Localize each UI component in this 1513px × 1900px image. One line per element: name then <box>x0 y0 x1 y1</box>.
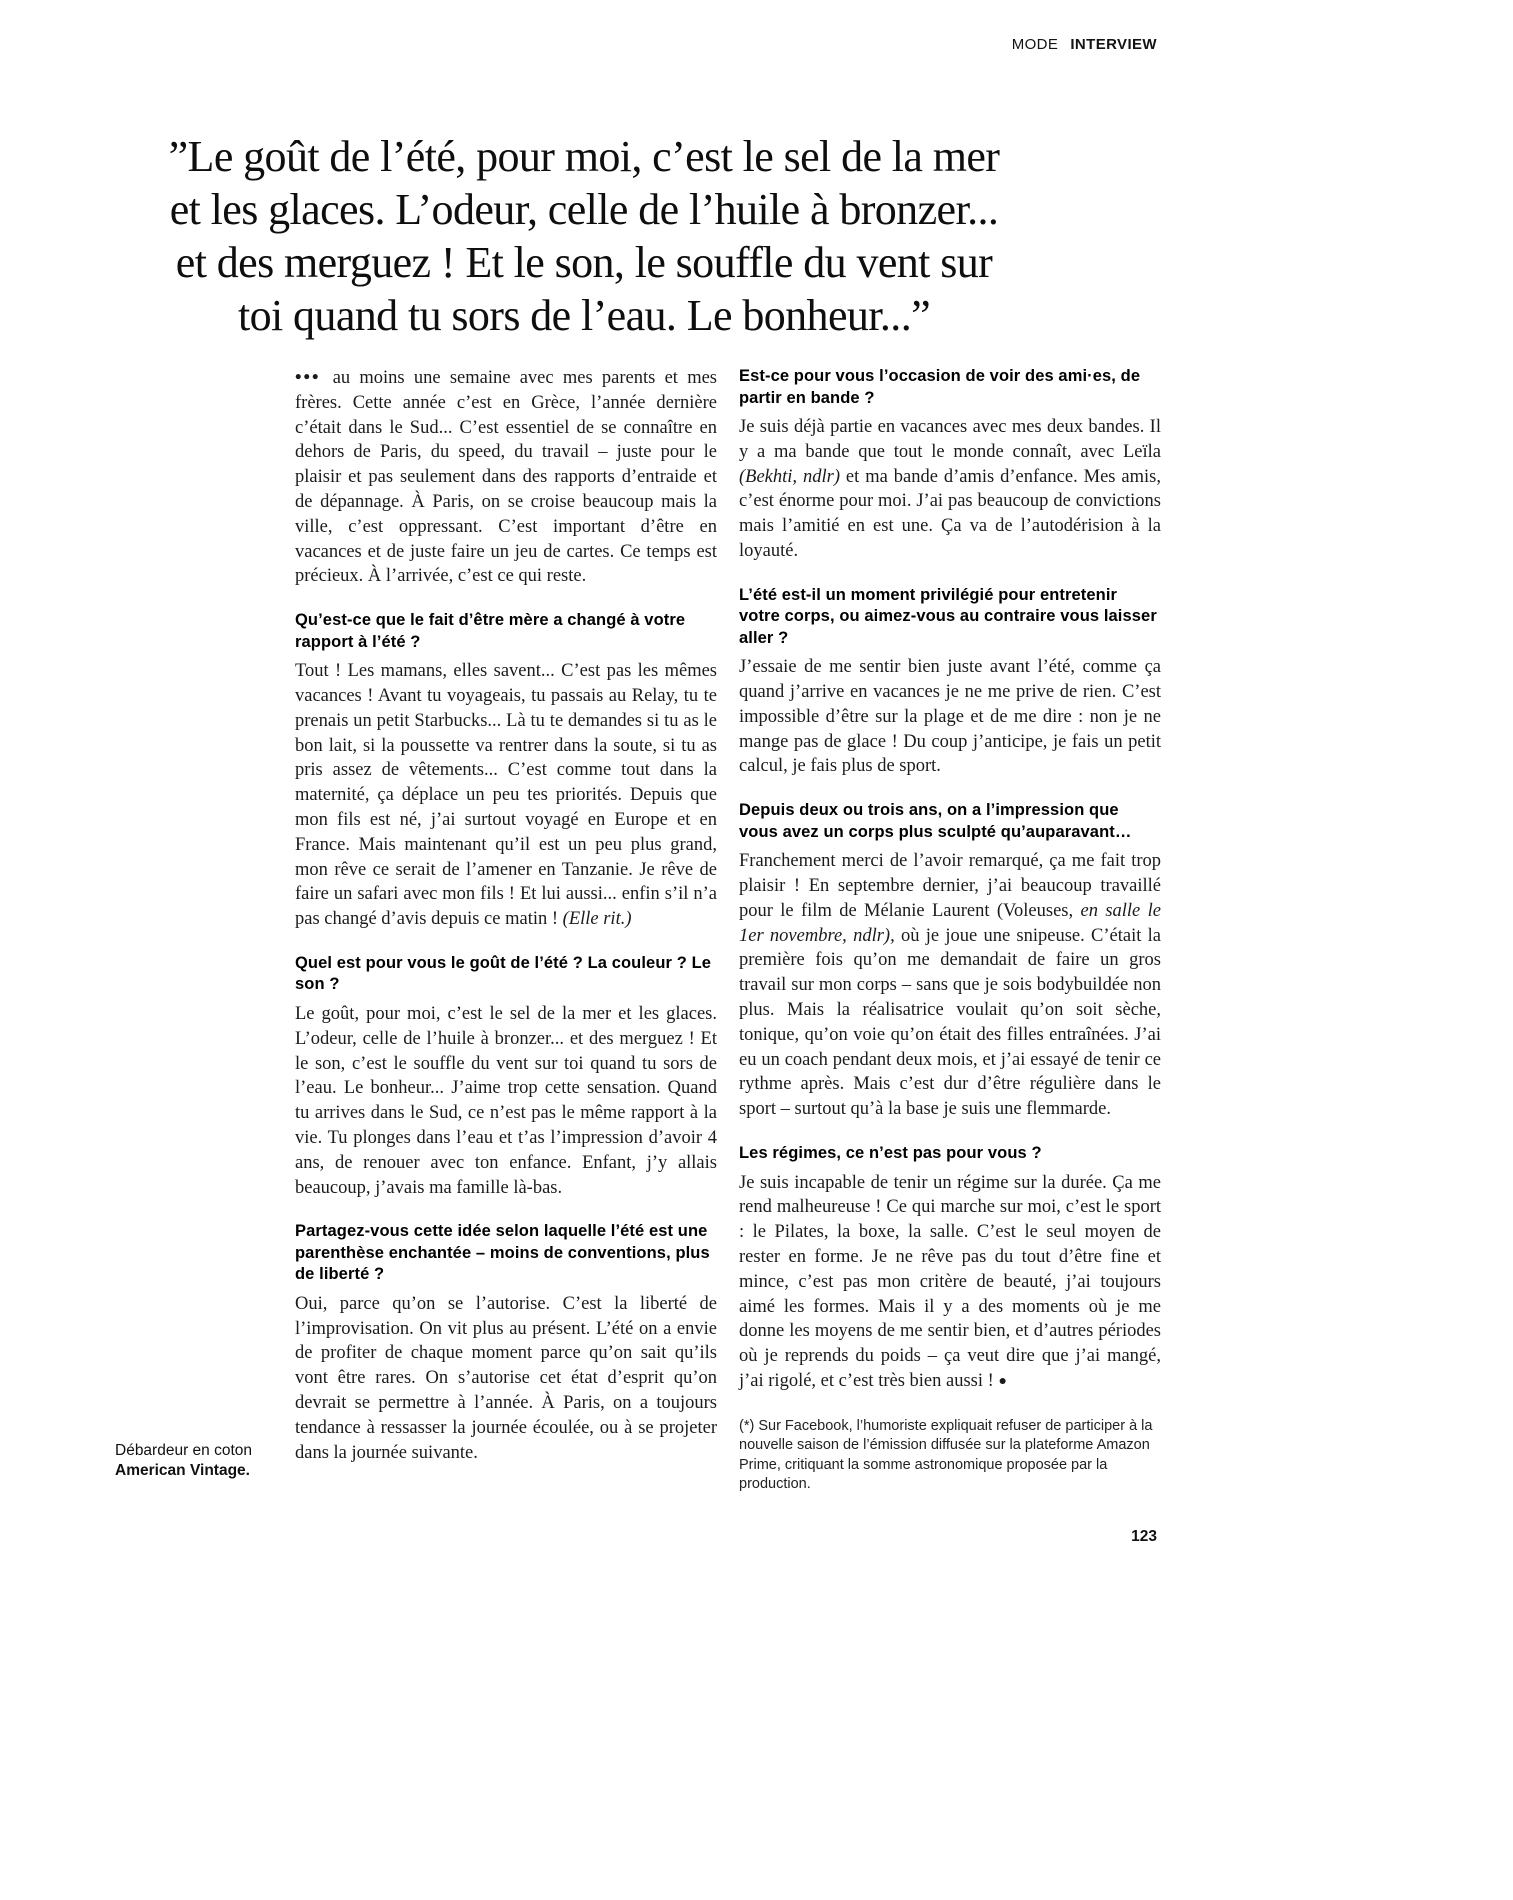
answer-text: Tout ! Les mamans, elles savent... C’est pas les mêmes vacances ! Avant tu voyageais, tu passais au Relay, tu te prenais un petit Starbucks... Là tu te demandes si tu as le bon lait, si la poussette va rentrer dans la soute, si tu as pris assez de vêtements... C’est comme tout dans la maternité, ça déplace un peu tes priorités. Depuis que mon fils est né, j’ai surtout voyagé en Europe et en France. Mais maintenant qu’il est un peu plus grand, mon rêve ce serait de l’amener en Tanzanie. Je rêve de faire un safari avec mon fils ! Et lui aussi... enfin s’il n’a pas changé d’avis depuis ce matin ! <box>295 661 717 930</box>
inline-aside: en salle le 1er novembre, ndlr), <box>739 900 1161 946</box>
answer-text: Je suis incapable de tenir un régime sur la durée. Ça me rend malheureuse ! Ce qui marche sur moi, c’est le sport : le Pilates, la boxe, la salle. C’est le seul moyen de rester en forme. Je ne rêve pas du tout d’être fine et mince, c’est pas mon critère de beauté, j’ai toujours aimé les formes. Mais il y a des moments où je me donne les moyens de me sentir bien, et d’autres périodes où je reprends du poids – ça veut dire que j’ai mangé, j’ai rigolé, et c’est très bien aussi ! <box>739 1172 1161 1391</box>
question-parenthese: Partagez-vous cette idée selon laquelle l’été est une parenthèse enchantée – moins de conventions, plus de liberté ? <box>295 1222 710 1284</box>
question-mere: Qu’est-ce que le fait d’être mère a changé à votre rapport à l’été ? <box>295 611 686 651</box>
answer-text: où je joue une snipeuse. C’était la première fois qu’on me demandait de faire un gros travail sur mon corps – sans que je sois bodybuildée non plus. Mais la réalisatrice voulait qu’on soit sèche, tonique, qu’on voie qu’on était des filles entraînées. J’ai eu un coach pendant deux mois, et j’ai essayé de tenir ce rythme après. Mais c’est dur d’être régulière dans le sport – surtout qu’à la base je suis une flemmarde. <box>739 925 1161 1120</box>
answer-corps: J’essaie de me sentir bien juste avant l’été, comme ça quand j’arrive en vacances je ne me prive de rien. C’est impossible d’être sur la plage et de me dire : non je ne mange pas de glace ! Du coup j’anticipe, je fais un petit calcul, je fais plus de sport. <box>739 657 1161 777</box>
stage-direction: (Elle rit.) <box>562 909 632 930</box>
headline-line-2: et les glaces. L’odeur, celle de l’huile à bronzer... <box>169 185 999 234</box>
answer-amis <box>739 415 1161 564</box>
answer-text: Je suis déjà partie en vacances avec mes deux bandes. Il y a ma bande que tout le monde connaît, avec Leïla <box>739 417 1161 462</box>
answer-parenthese: Oui, parce qu’on se l’autorise. C’est la liberté de l’improvisation. On vit plus au présent. L’été on a envie de profiter de chaque moment parce qu’on sait qu’ils vont être rares. On s’autorise cet état d’esprit qu’on devrait se permettre à l’année. À Paris, on a toujours tendance à ressasser la journée écoulée, ou à se projeter dans la journée suivante. <box>295 1293 717 1463</box>
rubric-label: INTERVIEW <box>1070 36 1157 53</box>
answer-sculpte <box>739 849 1161 1122</box>
credit-brand: American Vintage. <box>115 1462 250 1479</box>
article-end-mark: ● <box>998 1373 1007 1389</box>
answer-text: Franchement merci de l’avoir remarqué, ça me fait trop plaisir ! En septembre dernier, j’ai beaucoup travaillé pour le film de Mélanie Laurent (Voleuses, <box>739 851 1161 921</box>
headline-line-1: ”Le goût de l’été, pour moi, c’est le sel de la mer <box>168 132 1000 181</box>
answer-regimes <box>739 1171 1161 1395</box>
answer-mere <box>295 659 717 932</box>
question-amis: Est-ce pour vous l’occasion de voir des ami·es, de partir en bande ? <box>739 367 1141 407</box>
inline-aside: (Bekhti, ndlr) <box>739 466 840 487</box>
article-body <box>295 366 1161 1495</box>
section-label: MODE <box>1011 36 1059 53</box>
left-column <box>295 366 717 1495</box>
credit-line-1: Débardeur en coton <box>115 1442 253 1459</box>
continuation-marker: ••• <box>295 368 321 388</box>
question-gout-ete: Quel est pour vous le goût de l’été ? La couleur ? Le son ? <box>295 953 712 994</box>
question-sculpte: Depuis deux ou trois ans, on a l’impression que vous avez un corps plus sculpté qu’auparavant… <box>739 801 1132 841</box>
lead-text: au moins une semaine avec mes parents et mes frères. Cette année c’est en Grèce, l’année dernière c’était dans le Sud... C’est essentiel de se connaître en dehors de Paris, du speed, du travail – juste pour le plaisir et pas seulement dans des rapports d’entraide et de dépannage. À Paris, on se croise beaucoup mais la ville, c’est oppressant. C’est important d’être en vacances et de juste faire un jeu de cartes. Ce temps est précieux. À l’arrivée, c’est ce qui reste. <box>295 368 717 587</box>
answer-gout-ete: Le goût, pour moi, c’est le sel de la mer et les glaces. L’odeur, celle de l’huile à bronzer... et des merguez ! Et le son, c’est le souffle du vent sur toi quand tu sors de l’eau. Le bonheur... J’aime trop cette sensation. Quand tu arrives dans le Sud, ce n’est pas le même rapport à la vie. Tu plonges dans l’eau et t’as l’impression d’avoir 4 ans, de renouer avec ton enfance. Enfant, j’y allais beaucoup, j’avais ma famille là-bas. <box>295 1003 717 1198</box>
fashion-credit-caption <box>115 1441 300 1481</box>
footnote: (*) Sur Facebook, l’humoriste expliquait refuser de participer à la nouvelle saison de l’émission diffusée sur la plateforme Amazon Prime, critiquant la somme astronomique proposée par la production. <box>739 1417 1153 1493</box>
page-number: 123 <box>1131 1528 1157 1545</box>
question-corps: L’été est-il un moment privilégié pour entretenir votre corps, ou aimez-vous au contraire vous laisser aller ? <box>739 585 1157 647</box>
question-regimes: Les régimes, ce n’est pas pour vous ? <box>739 1144 1042 1163</box>
headline-line-3: et des merguez ! Et le son, le souffle du vent sur <box>175 238 993 287</box>
section-header <box>1012 36 1157 53</box>
pull-quote-headline <box>110 130 1058 342</box>
lead-paragraph <box>295 366 717 589</box>
headline-line-4: toi quand tu sors de l’eau. Le bonheur...” <box>237 291 931 340</box>
answer-text: et ma bande d’amis d’enfance. Mes amis, c’est énorme pour moi. J’ai pas beaucoup de convictions mais l’amitié en est une. Ça va de l’autodérision à la loyauté. <box>739 466 1161 561</box>
right-column <box>739 366 1161 1495</box>
